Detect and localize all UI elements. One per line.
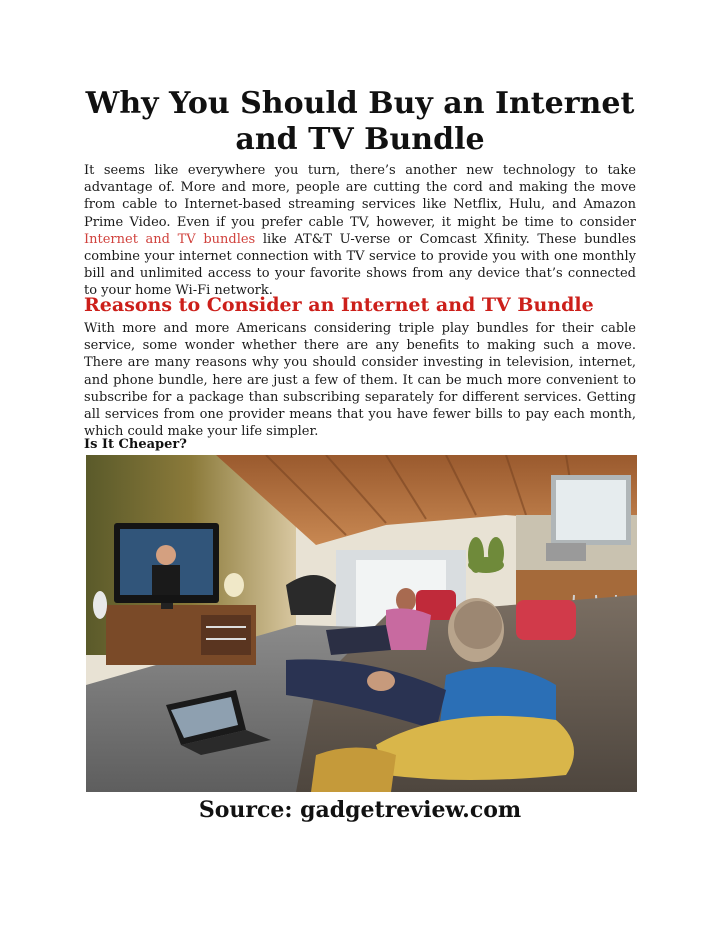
photo-caption: Source: gadgetreview.com	[198, 797, 522, 823]
section-paragraph: With more and more Americans considering triple play bundles for their cable service, some wonder whether there are any benefits to making such a move. There are many reasons why you should consider investing in television, internet, and phone bundle, here are just a few of them. It can be much more convenient to subscribe for a package than subscribing separately for different services. Getting all services from one provider means that you have fewer bills to pay each month, which could make your life simpler.	[84, 321, 636, 440]
section-heading: Reasons to Consider an Internet and TV Bundle	[84, 294, 594, 316]
intro-text-before-link: It seems like everywhere you turn, there’s another new technology to take advantage of. More and more, people are cutting the cord and making the move from cable to Internet-based streaming services like Netflix, Hulu, and Amazon Prime Video. Even if you prefer cable TV, however, it might be time to consider	[84, 163, 636, 230]
intro-text-after-link: like AT&T U-verse or Comcast Xfinity. These bundles combine your internet connection with TV service to provide you with one monthly bill and unlimited access to your favorite shows from any device that’s connected to your home Wi-Fi network.	[84, 231, 636, 299]
intro-paragraph	[84, 162, 636, 300]
page-title: Why You Should Buy an Internet and TV Bundle	[85, 86, 635, 157]
living-room-illustration	[86, 455, 637, 792]
subheading: Is It Cheaper?	[84, 437, 187, 452]
living-room-photo	[86, 455, 637, 792]
bundles-link[interactable]: Internet and TV bundles	[84, 231, 256, 247]
